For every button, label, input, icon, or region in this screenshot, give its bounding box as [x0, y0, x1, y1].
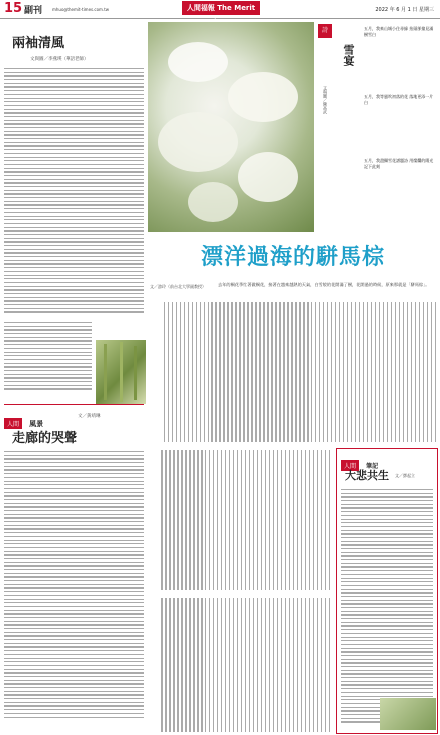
- section-title: 副刊: [24, 6, 43, 16]
- bottom-right-article: [336, 448, 438, 734]
- left-bottom-article: [4, 404, 144, 733]
- poem-stanza: 五月，我來山城小住尋綠 抬頭卻撞見滿樹雪白: [364, 26, 434, 37]
- article-title: 大悲共生: [345, 469, 389, 482]
- article-title: 走廊的哭聲: [12, 431, 78, 446]
- column-label: 風景: [29, 419, 44, 428]
- poem-title: 雪宴: [342, 44, 355, 66]
- article-byline: 文與圖／李燕瑛（華語老師）: [30, 57, 89, 62]
- article-byline: 文／鄧起立: [395, 473, 415, 478]
- poem-box: [318, 22, 436, 232]
- article-body: [4, 451, 144, 731]
- feature-body-2: [150, 450, 330, 590]
- poem-tag: 詩: [318, 24, 332, 38]
- poem-stanza: 五月，我等風吹初落的花 落地更添一片白: [364, 94, 434, 105]
- article-title: 兩袖清風: [12, 36, 65, 51]
- poem-byline: 文與圖／陳高武: [323, 86, 328, 114]
- bamboo-photo: [96, 340, 146, 404]
- column-tag: 人間: [4, 418, 22, 429]
- feature-lead: 去年的桐花季忙著做桐花，接著在越來越熱的天氣，白雪般的花開滿了樹，花開過的時候，原來那就是「駢馬棕」。: [218, 282, 430, 287]
- article-body-cont: [4, 322, 92, 392]
- page-header: [0, 0, 440, 19]
- issue-date: 2022 年 6 月 1 日 星期三: [375, 7, 434, 13]
- article-body: [4, 68, 144, 318]
- feature-body: [150, 302, 436, 442]
- article-byline: 文／黃靖琳: [78, 414, 101, 419]
- column-tag: 人間: [341, 460, 359, 471]
- page-number: 15: [4, 1, 23, 16]
- poem-stanza: 五月，我盡攝雪花譜題詩 用燦爛的陽光記下此刻: [364, 158, 434, 169]
- article-body: [341, 489, 433, 729]
- feature-title: 漂洋過海的駢馬棕: [200, 245, 385, 270]
- newspaper-logo: 人間福報 The Merit: [182, 1, 260, 15]
- column-label: 筆記: [366, 463, 379, 470]
- feature-byline: 文／游玲（前台北大學副教授）: [150, 284, 206, 289]
- feature-body-3: [150, 598, 330, 732]
- small-flower-photo: [380, 698, 436, 730]
- flower-photo: [148, 22, 314, 232]
- site-email: mhuo@themit-times.com.tw: [52, 7, 110, 12]
- left-top-article: [4, 22, 144, 402]
